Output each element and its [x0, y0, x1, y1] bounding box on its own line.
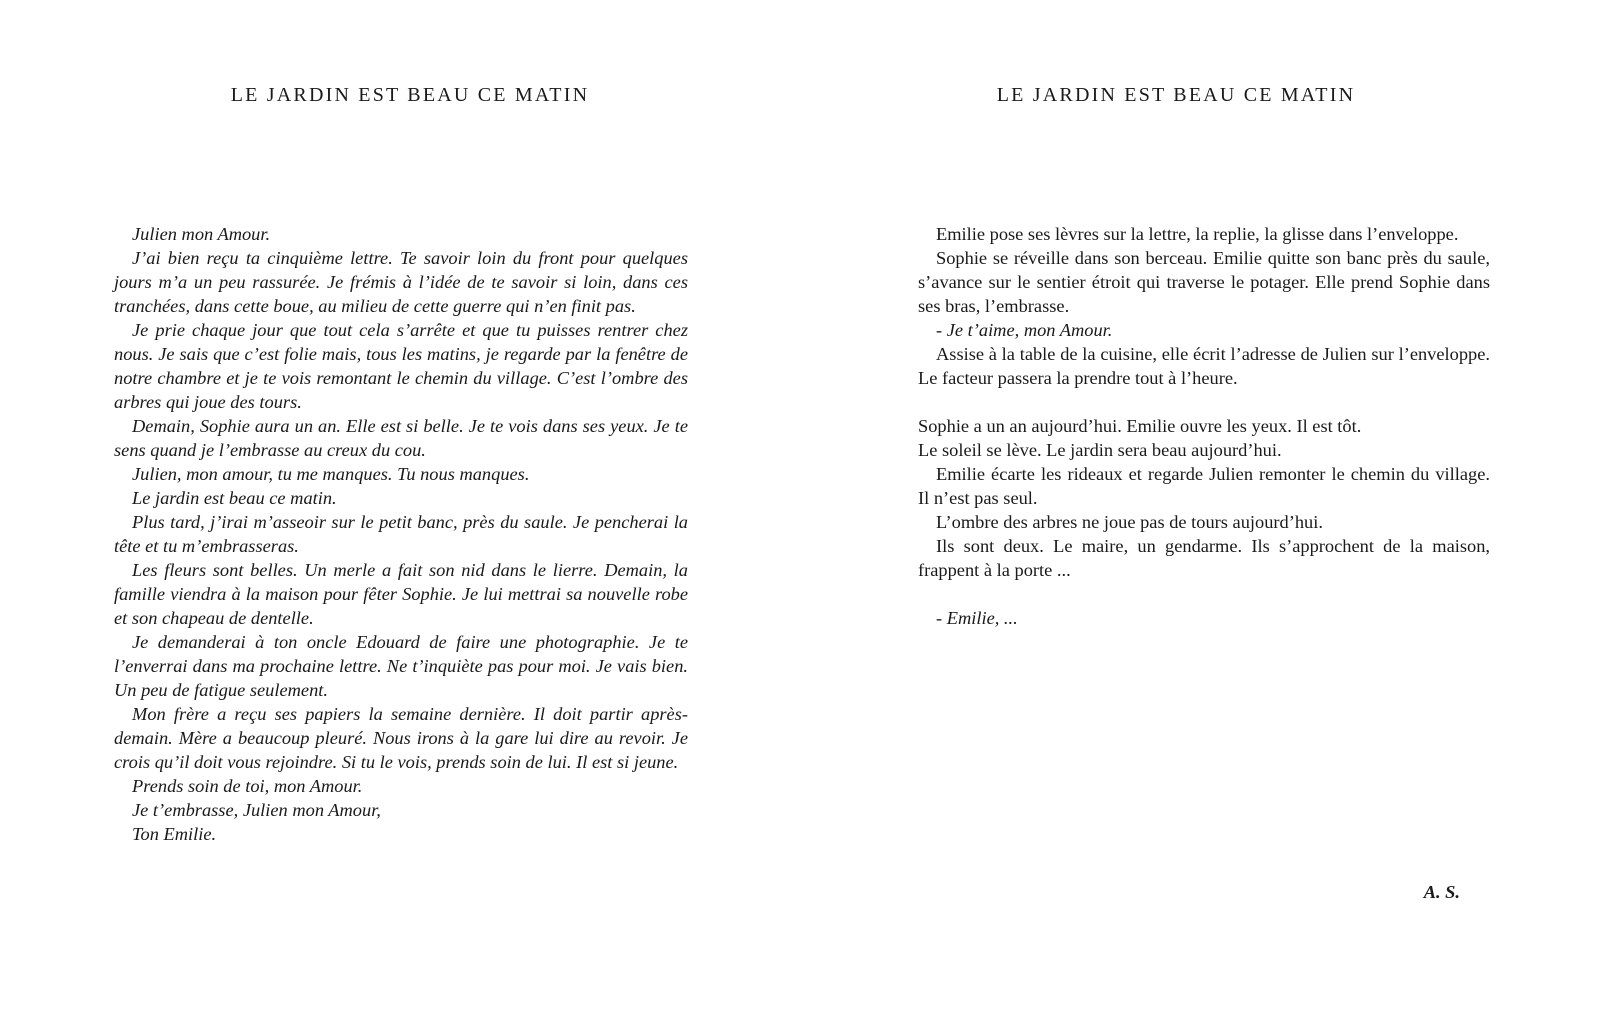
- paragraph: Plus tard, j’irai m’asseoir sur le petit banc, près du saule. Je pencherai la tête et tu m’embrasseras.: [114, 512, 688, 556]
- paragraph: Julien, mon amour, tu me manques. Tu nous manques.: [132, 464, 530, 484]
- paragraph: Demain, Sophie aura un an. Elle est si belle. Je te vois dans ses yeux. Je te sens quand je l’embrasse au creux du cou.: [114, 416, 688, 460]
- section-break: [918, 390, 1490, 414]
- paragraph: Les fleurs sont belles. Un merle a fait son nid dans le lierre. Demain, la famille viendra à la maison pour fêter Sophie. Je lui mettrai sa nouvelle robe et son chapeau de dentelle.: [114, 560, 688, 628]
- author-signature: A. S.: [1423, 882, 1460, 902]
- paragraph: Le soleil se lève. Le jardin sera beau aujourd’hui.: [918, 440, 1282, 460]
- paragraph: Emilie écarte les rideaux et regarde Julien remonter le chemin du village. Il n’est pas seul.: [918, 464, 1490, 508]
- paragraph: J’ai bien reçu ta cinquième lettre. Te savoir loin du front pour quelques jours m’a un peu rassurée. Je frémis à l’idée de te savoir si loin, dans ces tranchées, dans cette boue, au milieu de cette guerre qui n’en finit pas.: [114, 248, 688, 316]
- paragraph: Emilie pose ses lèvres sur la lettre, la replie, la glisse dans l’enveloppe.: [936, 224, 1459, 244]
- narrative-text: [918, 222, 1490, 630]
- paragraph: Je t’embrasse, Julien mon Amour,: [132, 800, 381, 820]
- paragraph: Assise à la table de la cuisine, elle écrit l’adresse de Julien sur l’enveloppe. Le facteur passera la prendre tout à l’heure.: [918, 344, 1490, 388]
- paragraph: Ton Emilie.: [132, 824, 217, 844]
- paragraph: Je prie chaque jour que tout cela s’arrête et que tu puisses rentrer chez nous. Je sais que c’est folie mais, tous les matins, je regarde par la fenêtre de notre chambre et je te vois remontant le chemin du village. C’est l’ombre des arbres qui joue des tours.: [114, 320, 688, 412]
- paragraph: Sophie se réveille dans son berceau. Emilie quitte son banc près du saule, s’avance sur le sentier étroit qui traverse le potager. Elle prend Sophie dans ses bras, l’embrasse.: [918, 248, 1490, 316]
- dialogue-line: - Je t’aime, mon Amour.: [936, 320, 1113, 340]
- paragraph: Ils sont deux. Le maire, un gendarme. Ils s’approchent de la maison, frappent à la porte ...: [918, 536, 1490, 580]
- section-break: [918, 582, 1490, 606]
- paragraph: L’ombre des arbres ne joue pas de tours aujourd’hui.: [936, 512, 1323, 532]
- paragraph: Sophie a un an aujourd’hui. Emilie ouvre les yeux. Il est tôt.: [918, 416, 1362, 436]
- running-head: LE JARDIN EST BEAU CE MATIN: [996, 84, 1356, 106]
- dialogue-line: - Emilie, ...: [936, 608, 1018, 628]
- paragraph: Je demanderai à ton oncle Edouard de faire une photographie. Je te l’enverrai dans ma prochaine lettre. Ne t’inquiète pas pour moi. Je vais bien. Un peu de fatigue seulement.: [114, 632, 688, 700]
- letter-text: [114, 222, 688, 846]
- running-head: LE JARDIN EST BEAU CE MATIN: [230, 84, 590, 106]
- right-page: [800, 0, 1600, 1031]
- paragraph: Mon frère a reçu ses papiers la semaine dernière. Il doit partir après-demain. Mère a beaucoup pleuré. Nous irons à la gare lui dire au revoir. Je crois qu’il doit vous rejoindre. Si tu le vois, prends soin de lui. Il est si jeune.: [114, 704, 688, 772]
- paragraph: Prends soin de toi, mon Amour.: [132, 776, 363, 796]
- paragraph: Le jardin est beau ce matin.: [132, 488, 337, 508]
- paragraph: Julien mon Amour.: [132, 224, 271, 244]
